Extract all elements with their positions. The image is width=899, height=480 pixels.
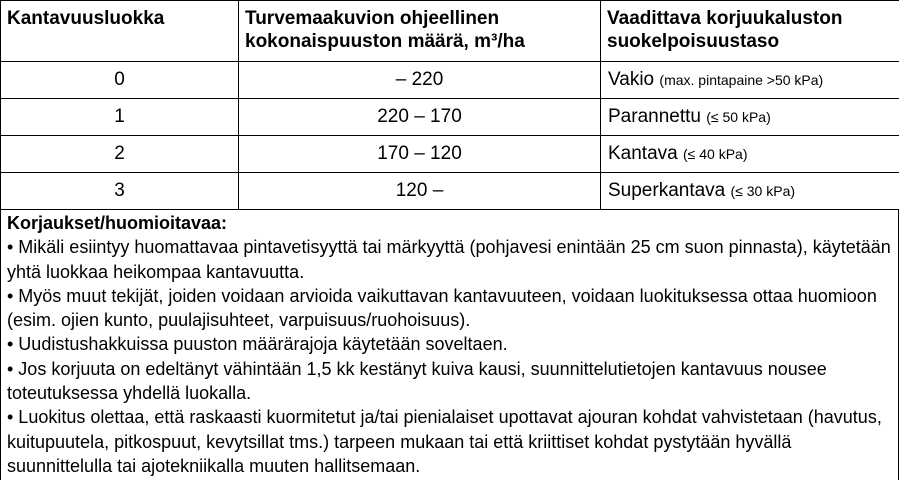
bearing-class-table	[0, 0, 899, 210]
header-line: Kantavuusluokka	[7, 8, 165, 29]
cell-class: 3	[1, 173, 239, 210]
level-detail: (≤ 50 kPa)	[706, 109, 771, 125]
level-name: Kantava	[608, 143, 678, 164]
level-detail: (≤ 30 kPa)	[730, 183, 796, 199]
cell-level	[601, 62, 899, 99]
level-name: Superkantava	[608, 180, 726, 201]
cell-class: 1	[1, 99, 239, 136]
level-name: Parannettu	[608, 106, 701, 127]
header-line: Turvemaakuvion ohjeellinen	[245, 8, 500, 29]
cell-volume: 220 – 170	[239, 99, 601, 136]
level-name: Vakio	[608, 69, 655, 90]
table-header-row	[1, 1, 899, 62]
header-line: kokonaispuuston määrä, m³/ha	[245, 31, 525, 52]
cell-level	[601, 99, 899, 136]
cell-volume: – 220	[239, 62, 601, 99]
table-row	[1, 136, 899, 173]
cell-level	[601, 173, 899, 210]
cell-volume: 170 – 120	[239, 136, 601, 173]
level-detail: (≤ 40 kPa)	[683, 146, 748, 162]
header-equipment-level	[601, 1, 899, 62]
cell-class: 2	[1, 136, 239, 173]
header-line: Vaadittava korjuukaluston	[607, 8, 843, 29]
header-volume	[239, 1, 601, 62]
note-item: • Luokitus olettaa, että raskaasti kuormitetut ja/tai pienialaiset upottavat ajouran kohdat vahvistetaan (havutus, kuitupuutela, pitkospuut, kevytsillat tms.) tarpeen mukaan tai että kriittiset kohdat pystytään hyvällä suunnittelulla tai ajotekniikalla muuten hallitsemaan.	[7, 407, 882, 476]
table-row	[1, 62, 899, 99]
header-line: suokelpoisuustaso	[607, 31, 780, 52]
note-item: • Jos korjuuta on edeltänyt vähintään 1,5 kk kestänyt kuiva kausi, suunnittelutietojen kantavuus nousee toteutuksessa yhdellä luokalla.	[7, 358, 827, 404]
table-row	[1, 99, 899, 136]
note-item: • Uudistushakkuissa puuston määrärajoja käytetään soveltaen.	[7, 334, 508, 355]
cell-class: 0	[1, 62, 239, 99]
level-detail: (max. pintapaine >50 kPa)	[659, 72, 824, 88]
notes-title: Korjaukset/huomioitavaa:	[7, 213, 228, 233]
header-bearing-class	[1, 1, 239, 62]
note-item: • Mikäli esiintyy huomattavaa pintavetisyyttä tai märkyyttä (pohjavesi enintään 25 cm suon pinnasta), käytetään yhtä luokkaa heikompaa kantavuutta.	[7, 237, 891, 282]
note-item: • Myös muut tekijät, joiden voidaan arvioida vaikuttavan kantavuuteen, voidaan luokituksessa ottaa huomioon (esim. ojien kunto, puulajisuhteet, varpuisuus/ruohoisuus).	[7, 285, 877, 331]
cell-volume: 120 –	[239, 173, 601, 210]
cell-level	[601, 136, 899, 173]
notes-section	[0, 209, 899, 480]
table-row	[1, 173, 899, 210]
